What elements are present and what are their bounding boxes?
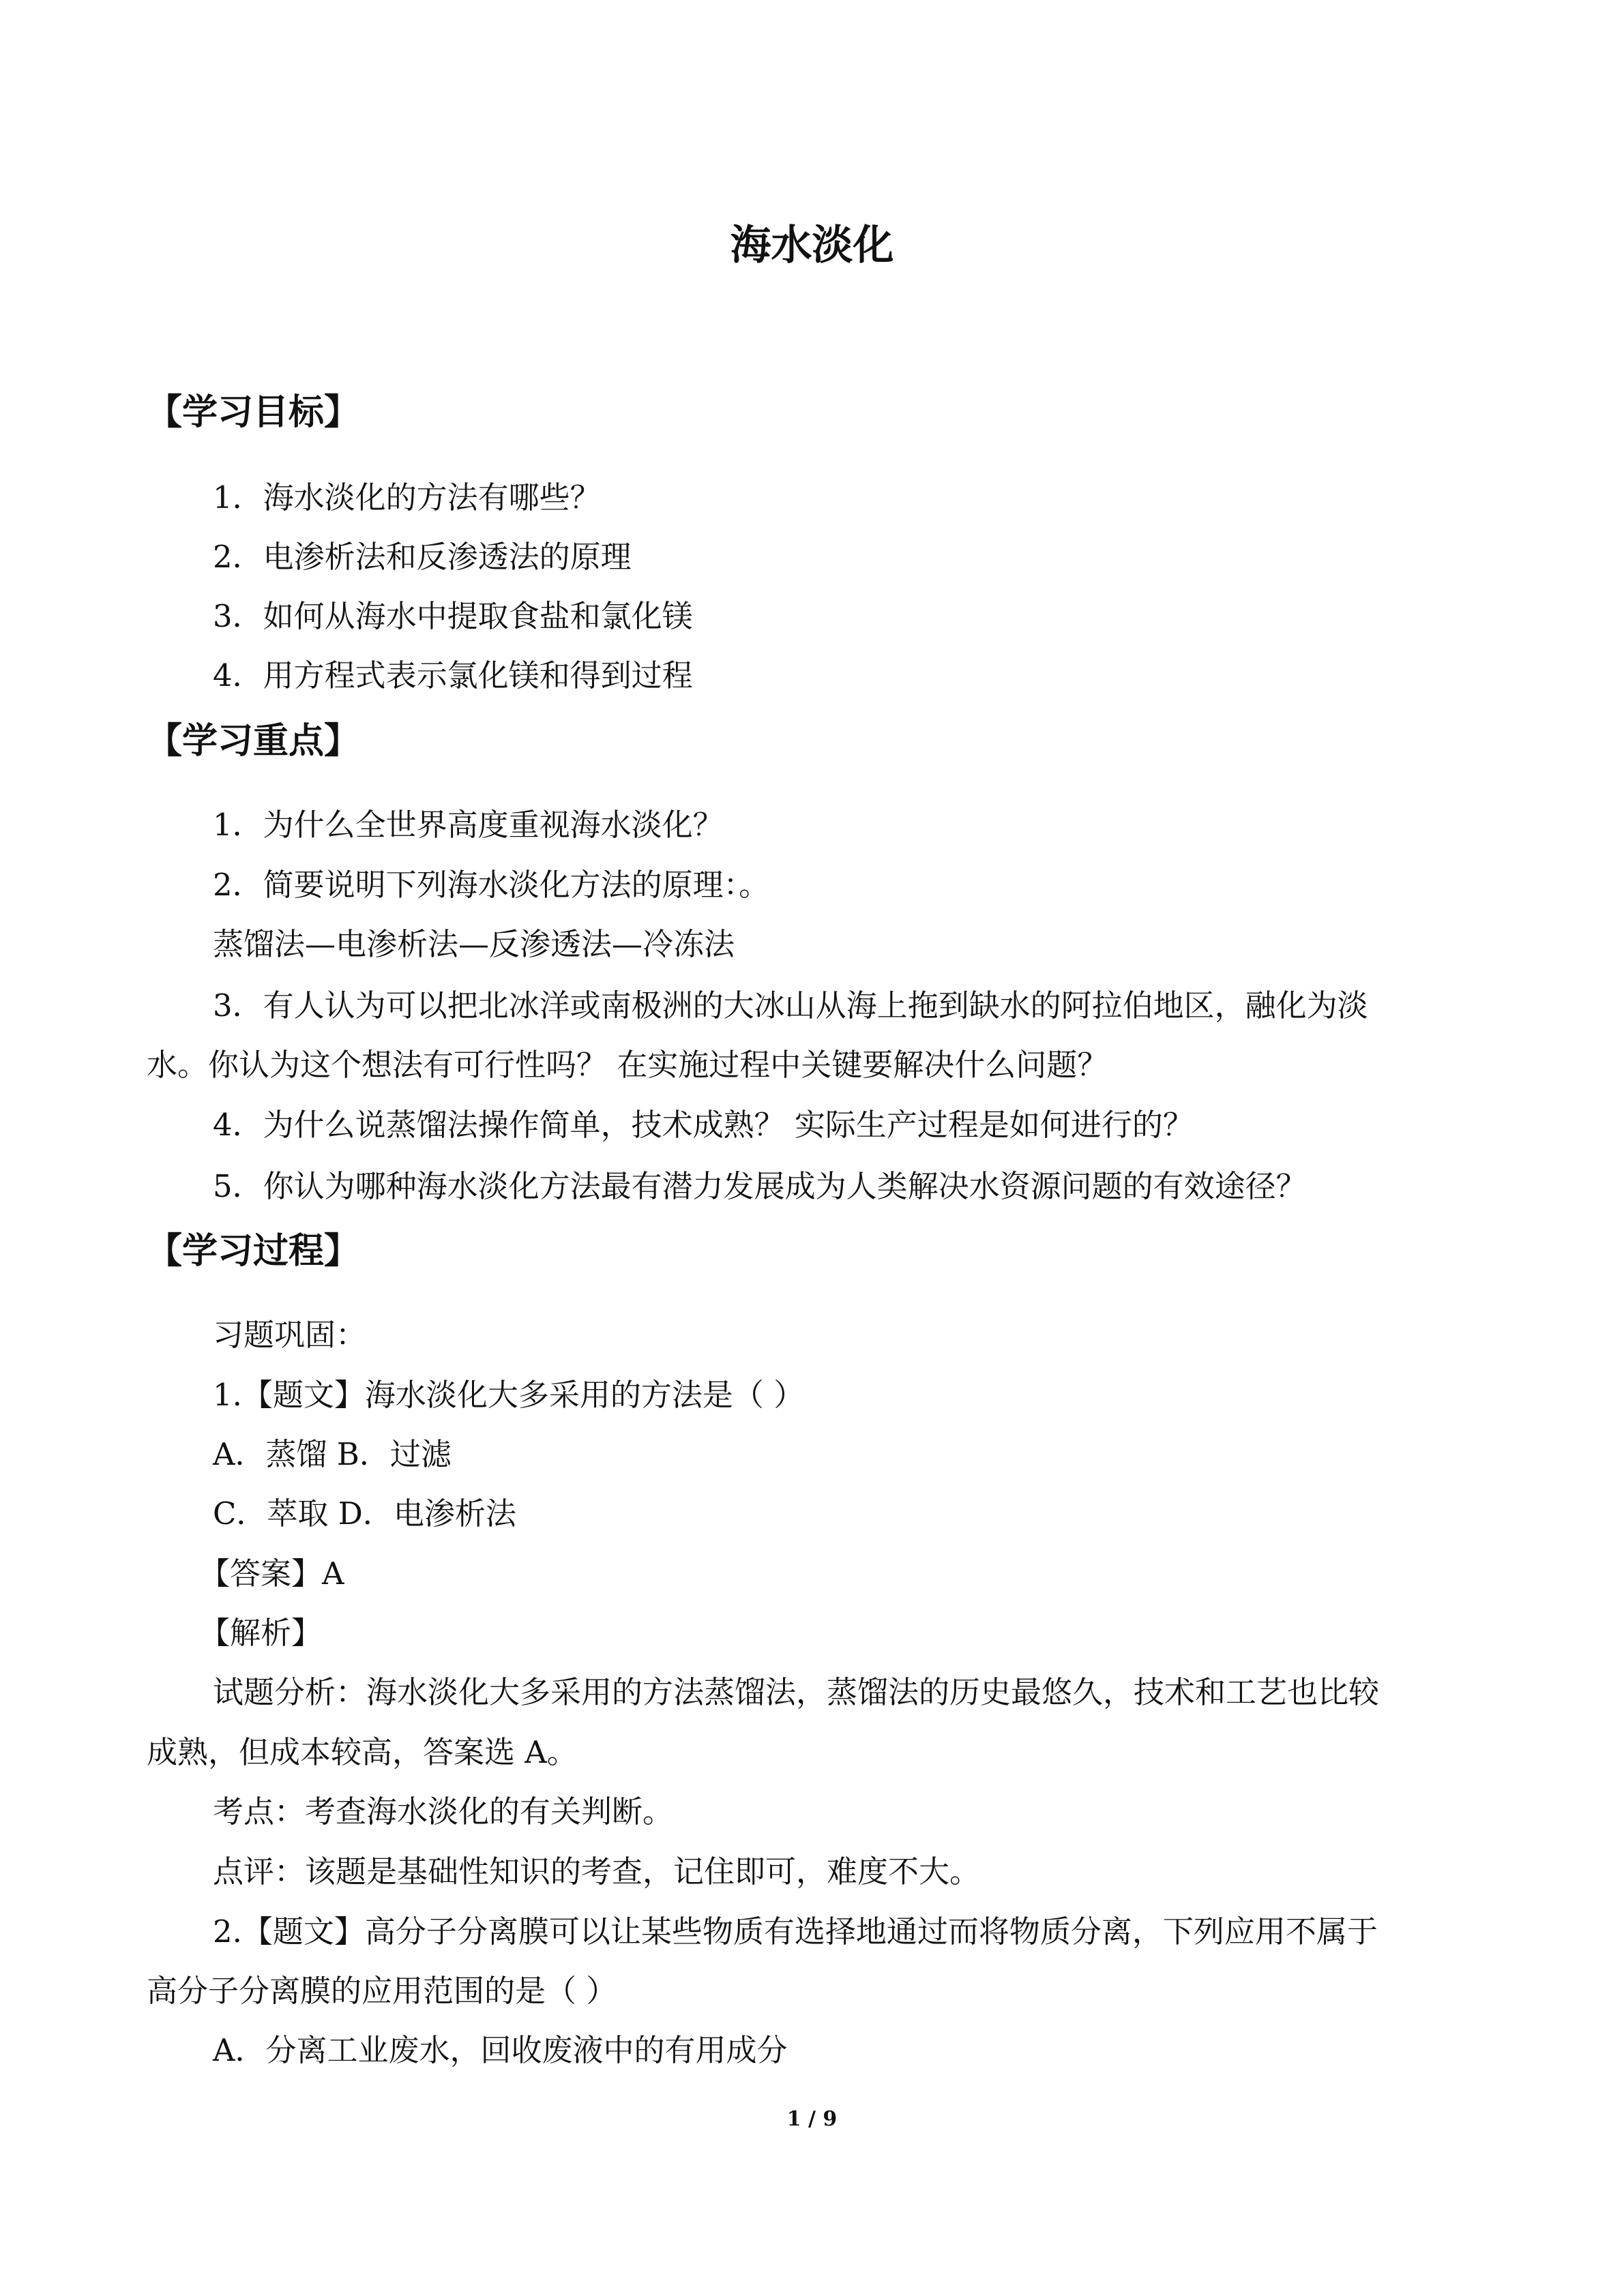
exercise-1-comment: 点评：该题是基础性知识的考查，记住即可，难度不大。 (213, 1853, 981, 1890)
objective-item-4: 4．用方程式表示氯化镁和得到过程 (213, 657, 693, 694)
keypoint-question-3-line-2: 水。你认为这个想法有可行性吗？ 在实施过程中关键要解决什么问题？ (147, 1047, 1108, 1083)
exercise-2-option-a: A．分离工业废水，回收废液中的有用成分 (213, 2032, 788, 2068)
exercise-2-stem-line-2: 高分子分离膜的应用范围的是（ ） (147, 1973, 617, 2009)
objective-item-3: 3．如何从海水中提取食盐和氯化镁 (213, 598, 693, 634)
exercise-1-options-ab: A．蒸馏 B．过滤 (213, 1436, 452, 1472)
section-heading-process: 【学习过程】 (147, 1231, 360, 1272)
page-number: 1 / 9 (786, 2107, 838, 2131)
exercise-1-analysis-line-2: 成熟，但成本较高，答案选 A。 (147, 1734, 578, 1770)
keypoint-question-4: 4．为什么说蒸馏法操作简单，技术成熟？ 实际生产过程是如何进行的？ (213, 1107, 1194, 1143)
section-heading-objectives: 【学习目标】 (147, 392, 360, 433)
exercise-1-options-cd: C．萃取 D．电渗析法 (213, 1495, 516, 1532)
exercise-1-stem: 1.【题文】海水淡化大多采用的方法是（ ） (213, 1377, 805, 1413)
document-title: 海水淡化 (730, 222, 894, 269)
keypoint-question-2: 2．简要说明下列海水淡化方法的原理：。 (213, 867, 770, 903)
objective-item-1: 1．海水淡化的方法有哪些？ (213, 479, 601, 516)
exercise-2-stem-line-1: 2.【题文】高分子分离膜可以让某些物质有选择地通过而将物质分离，下列应用不属于 (213, 1913, 1378, 1950)
exercise-1-point: 考点：考查海水淡化的有关判断。 (213, 1793, 674, 1830)
exercise-1-answer: 【答案】A (199, 1555, 344, 1592)
exercise-intro: 习题巩固： (213, 1317, 367, 1353)
objective-item-2: 2．电渗析法和反渗透法的原理 (213, 539, 632, 575)
keypoint-methods: 蒸馏法—电渗析法—反渗透法—冷冻法 (213, 926, 735, 962)
keypoint-question-5: 5．你认为哪种海水淡化方法最有潜力发展成为人类解决水资源问题的有效途径？ (213, 1168, 1307, 1204)
keypoint-question-3-line-1: 3．有人认为可以把北冰洋或南极洲的大冰山从海上拖到缺水的阿拉伯地区，融化为淡 (213, 987, 1368, 1024)
exercise-1-analysis-line-1: 试题分析：海水淡化大多采用的方法蒸馏法，蒸馏法的历史最悠久，技术和工艺也比较 (213, 1674, 1380, 1710)
keypoint-question-1: 1．为什么全世界高度重视海水淡化？ (213, 807, 724, 843)
exercise-1-analysis-label: 【解析】 (199, 1615, 323, 1651)
section-heading-keypoints: 【学习重点】 (147, 721, 360, 762)
